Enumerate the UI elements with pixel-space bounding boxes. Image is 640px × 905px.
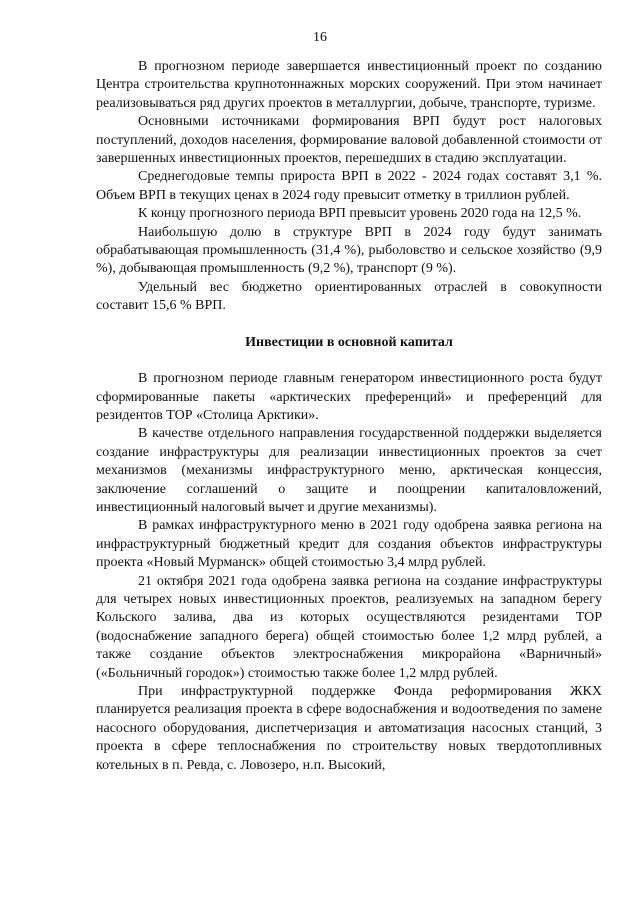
paragraph: В рамках инфраструктурного меню в 2021 году одобрена заявка региона на инфраструктурный бюджетный кредит для создания объектов инфраструктуры проекта «Новый Мурманск» общей стоимостью 3,4 млрд рублей. (96, 518, 602, 571)
paragraph: При инфраструктурной поддержке Фонда реформирования ЖКХ планируется реализация проекта в сфере водоснабжения и водоотведения по замене насосного оборудования, диспетчеризация и автоматизация насосных станций, 3 проекта в сфере теплоснабжения по строительству новых твердотопливных котельных в п. Ревда, с. Ловозеро, н.п. Высокий, (96, 684, 602, 773)
paragraph: Основными источниками формирования ВРП будут рост налоговых поступлений, доходов населения, формирование валовой добавленной стоимости от завершенных инвестиционных проектов, перешедших в стадию эксплуатации. (96, 114, 602, 167)
page-number: 16 (313, 30, 327, 45)
paragraph: В прогнозном периоде завершается инвестиционный проект по созданию Центра строительства крупнотоннажных морских сооружений. При этом начинает реализовываться ряд других проектов в металлургии, добыче, транспорте, туризме. (96, 59, 602, 111)
section-heading: Инвестиции в основной капитал (245, 334, 453, 350)
paragraph: Наибольшую долю в структуре ВРП в 2024 году будут занимать обрабатывающая промышленность (31,4 %), рыболовство и сельское хозяйство (9,9 %), добывающая промышленность (9,2 %), транспорт (9 %). (96, 224, 602, 277)
paragraph: 21 октября 2021 года одобрена заявка региона на создание инфраструктуры для четырех новых инвестиционных проектов, реализуемых на западном берегу Кольского залива, два из которых осуществляются резидентами ТОР (водоснабжение западного берега) общей стоимостью более 1,2 млрд рублей, а также создание объектов электроснабжения микрорайона «Варничный» («Больничный городок») стоимостью также более 1,2 млрд рублей. (96, 573, 602, 681)
document-body (96, 58, 602, 775)
paragraph: Удельный вес бюджетно ориентированных отраслей в совокупности составит 15,6 % ВРП. (96, 279, 602, 314)
paragraph: К концу прогнозного периода ВРП превысит уровень 2020 года на 12,5 %. (138, 206, 582, 222)
paragraph: В прогнозном периоде главным генератором инвестиционного роста будут сформированные пакеты «арктических преференций» и преференций для резидентов ТОР «Столица Арктики». (96, 371, 602, 423)
paragraph: В качестве отдельного направления государственной поддержки выделяется создание инфраструктуры для реализации инвестиционных проектов за счет механизмов (механизмы инфраструктурного меню, арктическая концессия, заключение соглашений о защите и поощрении капиталовложений, инвестиционный налоговый вычет и другие механизмы). (96, 426, 602, 515)
paragraph: Среднегодовые темпы прироста ВРП в 2022 - 2024 годах составят 3,1 %. Объем ВРП в текущих ценах в 2024 году превысит отметку в триллион рублей. (96, 169, 602, 203)
